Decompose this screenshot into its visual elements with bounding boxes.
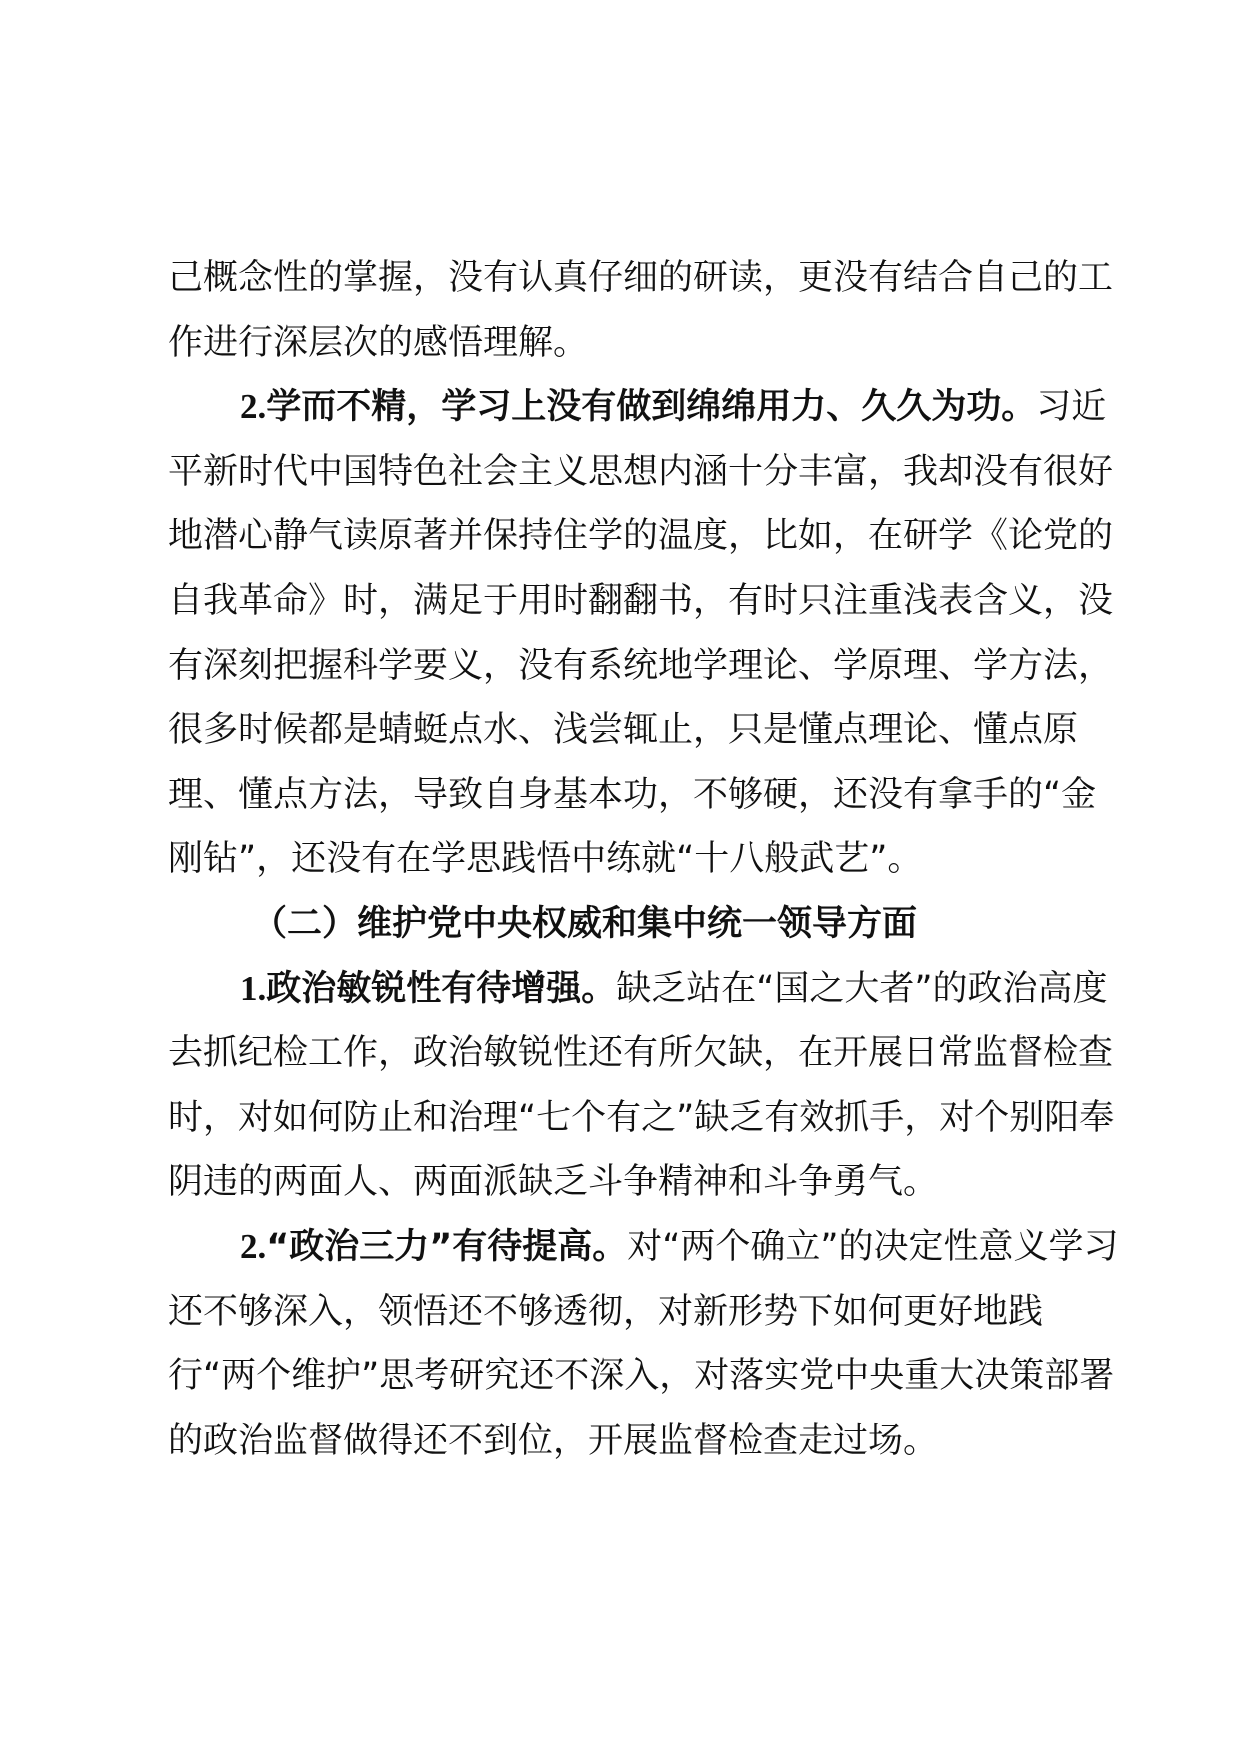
item-body-text: 对“两个确立”的决定性意义学习还不够深入，领悟还不够透彻，对新形势下如何更好地践行“两个维护”思考研究还不深入，对落实党中央重大决策部署的政治监督做得还不到位，开展监督检查走过场。 <box>168 1226 1119 1461</box>
paragraph-item-2-study <box>168 375 1122 892</box>
item-lead-sentence: 学而不精，学习上没有做到绵绵用力、久久为功。 <box>266 387 1037 428</box>
item-body-text: 习近平新时代中国特色社会主义思想内涵十分丰富，我却没有很好地潜心静气读原著并保持住学的温度，比如，在研学《论党的自我革命》时，满足于用时翻翻书，有时只注重浅表含义，没有深刻把握科学要义，没有系统地学理论、学原理、学方法，很多时候都是蜻蜓点水、浅尝辄止，只是懂点理论、懂点原理、懂点方法，导致自身基本功，不够硬，还没有拿手的“金刚钻”，还没有在学思践悟中练就“十八般武艺”。 <box>168 387 1114 880</box>
paragraph-continuation <box>168 246 1122 375</box>
item-body-text: 缺乏站在“国之大者”的政治高度去抓纪检工作，政治敏锐性还有所欠缺，在开展日常监督检查时，对如何防止和治理“七个有之”缺乏有效抓手，对个别阳奉阴违的两面人、两面派缺乏斗争精神和斗争勇气。 <box>168 968 1115 1203</box>
item-lead-sentence: 政治敏锐性有待增强。 <box>266 968 617 1009</box>
item-number: 2. <box>240 1226 267 1266</box>
item-lead-sentence: “政治三力”有待提高。 <box>266 1226 628 1267</box>
paragraph-item-1-political-sensitivity <box>168 957 1122 1215</box>
paragraph-text: 己概念性的掌握，没有认真仔细的研读，更没有结合自己的工作进行深层次的感悟理解。 <box>168 258 1114 363</box>
paragraph-item-2-political-abilities <box>168 1215 1122 1473</box>
document-body <box>168 246 1122 1473</box>
item-number: 2. <box>240 387 267 427</box>
section-heading: （二）维护党中央权威和集中统一领导方面 <box>252 903 918 944</box>
item-number: 1. <box>240 968 267 1008</box>
